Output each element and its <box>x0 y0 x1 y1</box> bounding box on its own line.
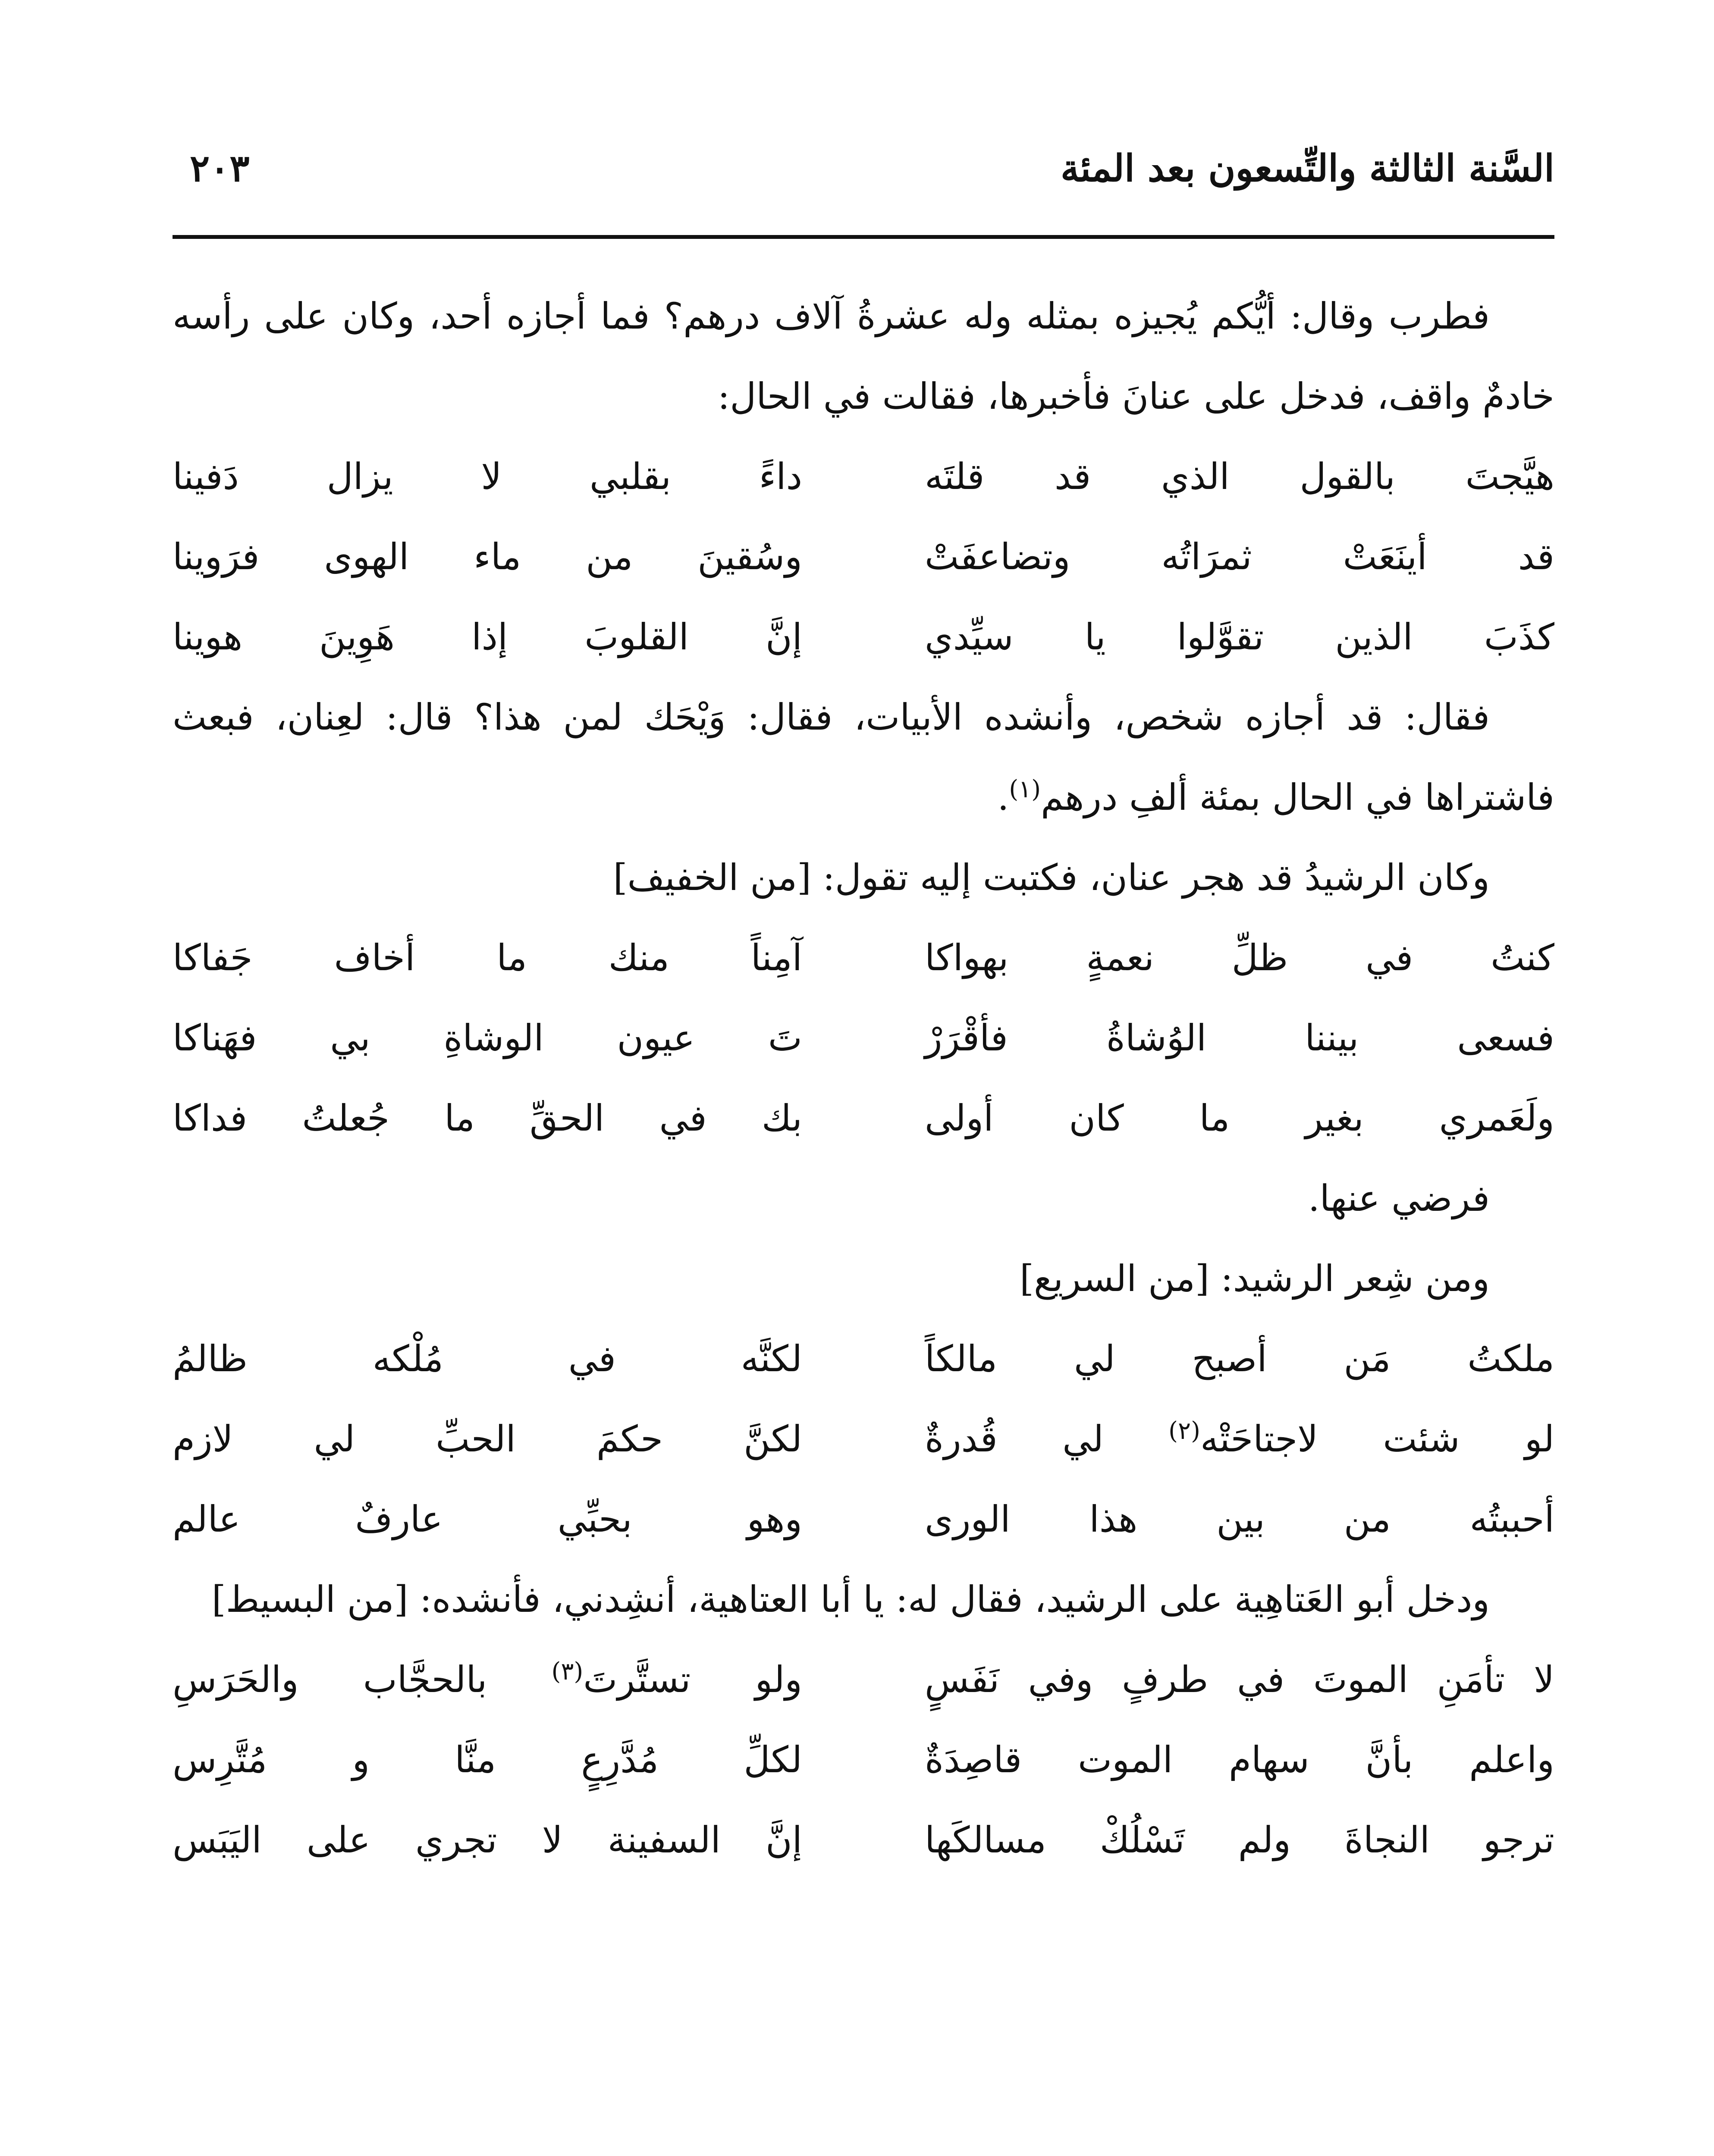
hemistich-text-end: لي قُدرةٌ <box>925 1418 1169 1460</box>
paragraph-1: فطرب وقال: أيُّكم يُجيزه بمثله وله عشرةُ آلاف درهم؟ فما أجازه أحد، وكان على رأسه خادمٌ واقف، فدخل على عنانَ فأخبرها، فقالت في الحال: <box>173 295 1554 417</box>
verse-first-hemistich: ملكتُ مَن أصبح لي مالكاً <box>925 1338 1554 1380</box>
verse-second-hemistich: لكلِّ مُدَّرِعٍ منَّا و مُتَّرِس <box>173 1739 802 1781</box>
verse-second-hemistich <box>173 1639 802 1720</box>
verse-line <box>173 436 1554 517</box>
main-text <box>173 276 1554 1880</box>
verse-second-hemistich: داءً بقلبي لا يزال دَفينا <box>173 455 802 498</box>
paragraph-3: وكان الرشيدُ قد هجر عنان، فكتبت إليه تقول: [من الخفيف] <box>613 856 1490 899</box>
poem-4 <box>173 1639 1554 1880</box>
verse-line <box>173 1639 1554 1720</box>
verse-first-hemistich <box>925 1399 1554 1479</box>
verse-second-hemistich: لكنَّ حكمَ الحبِّ لي لازم <box>173 1418 802 1460</box>
verse-first-hemistich: لا تأمَنِ الموتَ في طرفٍ وفي نَفَسٍ <box>925 1658 1554 1701</box>
header-divider <box>173 235 1554 239</box>
verse-first-hemistich: هيَّجتَ بالقول الذي قد قلتَه <box>925 455 1554 498</box>
verse-first-hemistich: فسعى بيننا الوُشاةُ فأقْرَرْ <box>925 1017 1554 1059</box>
paragraph-2-end: . <box>997 776 1009 818</box>
verse-line <box>173 1078 1554 1158</box>
verse-second-hemistich: وهو بحبِّي عارفٌ عالم <box>173 1498 802 1540</box>
footnote-ref-2: (٢) <box>1168 1417 1200 1445</box>
verse-first-hemistich: أحببتُه من بين هذا الورى <box>925 1498 1554 1540</box>
verse-first-hemistich: واعلم بأنَّ سهام الموت قاصِدَةٌ <box>925 1739 1554 1781</box>
footnote-ref-1: (١) <box>1009 775 1041 803</box>
verse-line <box>173 998 1554 1078</box>
verse-line <box>173 1800 1554 1880</box>
footnote-ref-3: (٣) <box>551 1658 584 1686</box>
poem-2 <box>173 918 1554 1158</box>
verse-second-hemistich: لكنَّه في مُلْكه ظالمُ <box>173 1338 802 1380</box>
page-number: ٢٠٣ <box>190 147 250 190</box>
paragraph-4: فرضي عنها. <box>1308 1177 1490 1219</box>
verse-second-hemistich: بك في الحقِّ ما جُعلتُ فداكا <box>173 1097 802 1139</box>
verse-line <box>173 597 1554 677</box>
paragraph-2 <box>173 677 1554 837</box>
verse-first-hemistich: ترجو النجاةَ ولم تَسْلُكْ مسالكَها <box>925 1819 1554 1861</box>
verse-second-hemistich: آمِناً منك ما أخاف جَفاكا <box>173 937 802 979</box>
paragraph-5: ومن شِعر الرشيد: [من السريع] <box>1020 1257 1490 1300</box>
poem-1 <box>173 436 1554 677</box>
verse-first-hemistich: قد أينَعَتْ ثمرَاتُه وتضاعفَتْ <box>925 536 1554 578</box>
hemistich-text: ولو تستَّرتَ <box>583 1658 802 1701</box>
verse-first-hemistich: كنتُ في ظلِّ نعمةٍ بهواكا <box>925 937 1554 979</box>
verse-line <box>173 918 1554 998</box>
page-header <box>173 142 1554 207</box>
hemistich-text: لو شئت لاجتاحَتْه <box>1200 1418 1554 1460</box>
paragraph-2-text: فقال: قد أجازه شخص، وأنشده الأبيات، فقال: وَيْحَك لمن هذا؟ قال: لعِنان، فبعث فاشتراها في الحال بمئة ألفِ درهم <box>173 696 1554 818</box>
verse-line <box>173 517 1554 597</box>
verse-line <box>173 1319 1554 1399</box>
verse-second-hemistich: إنَّ القلوبَ إذا هَوِينَ هوينا <box>173 616 802 658</box>
paragraph-6: ودخل أبو العَتاهِية على الرشيد، فقال له: يا أبا العتاهية، أنشِدني، فأنشده: [من البسيط] <box>211 1578 1490 1620</box>
running-title: السَّنة الثالثة والتِّسعون بعد المئة <box>1061 147 1554 190</box>
verse-line <box>173 1479 1554 1559</box>
hemistich-text-end: بالحجَّاب والحَرَسِ <box>173 1658 552 1701</box>
poem-3 <box>173 1319 1554 1559</box>
verse-first-hemistich: كذَبَ الذين تقوَّلوا يا سيِّدي <box>925 616 1554 658</box>
verse-first-hemistich: ولَعَمري بغير ما كان أولى <box>925 1097 1554 1139</box>
verse-line <box>173 1399 1554 1479</box>
verse-second-hemistich: إنَّ السفينة لا تجري على اليَبَس <box>173 1819 802 1861</box>
verse-line <box>173 1720 1554 1800</box>
verse-second-hemistich: وسُقينَ من ماء الهوى فرَوينا <box>173 536 802 578</box>
verse-second-hemistich: تَ عيون الوشاةِ بي فهَناكا <box>173 1017 802 1059</box>
